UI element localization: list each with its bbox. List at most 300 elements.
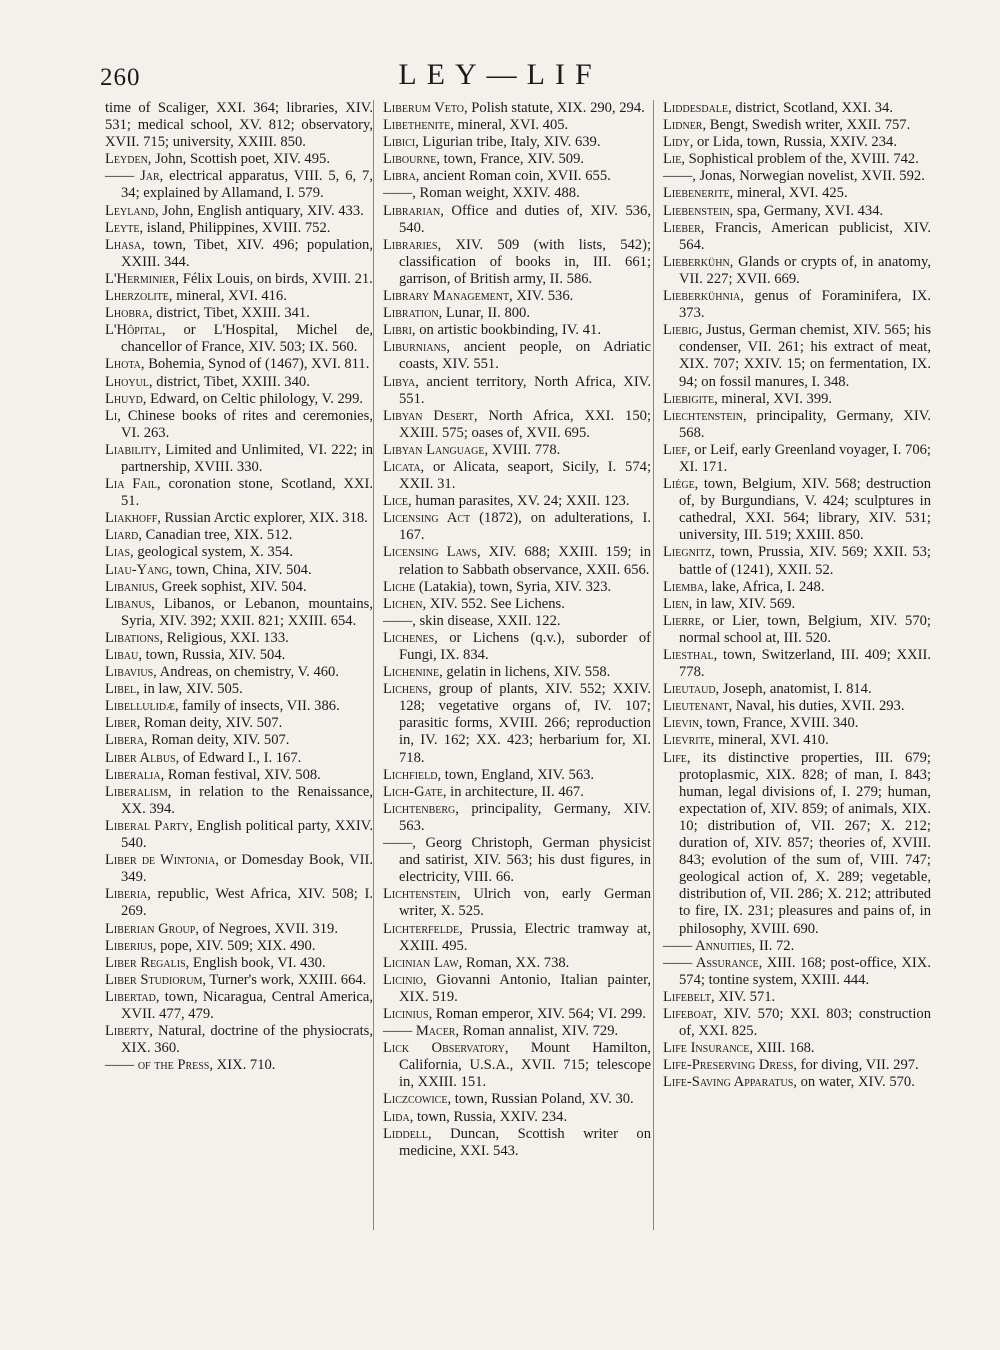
index-entry — [105, 852, 373, 886]
entry-headword: Library Management, — [383, 288, 513, 305]
index-entry — [383, 442, 651, 459]
entry-headword: Lien, — [663, 595, 693, 612]
entry-headword: Libera, — [105, 732, 148, 749]
entry-text: or Lida, town, Russia, XXIV. 234. — [693, 134, 897, 151]
entry-headword: Liemba, — [663, 578, 708, 595]
entry-headword: Liber Regalis, — [105, 954, 190, 971]
entry-headword: Liau-Yang, — [105, 561, 173, 578]
index-entry — [105, 647, 373, 664]
entry-headword: Liebenstein, — [663, 202, 734, 219]
entry-headword: Libau, — [105, 647, 143, 663]
entry-text: Félix Louis, on birds, XVIII. 21. — [179, 270, 373, 287]
index-entry — [105, 288, 373, 305]
index-entry — [383, 203, 651, 237]
entry-text: Roman deity, XIV. 507. — [147, 732, 290, 749]
entry-text: Roman festival, XIV. 508. — [164, 766, 321, 783]
entry-text: North Africa, XXI. 150; XXIII. 575; oases of, XVII. 695. — [399, 407, 651, 441]
index-entry — [663, 151, 931, 168]
entry-text: island, Philippines, XVIII. 752. — [143, 219, 331, 236]
entry-headword: Lievrite, — [663, 732, 715, 749]
entry-text: Canadian tree, XIX. 512. — [142, 527, 293, 544]
entry-text: XIV. 552. See Lichens. — [426, 595, 565, 612]
entry-text: town, France, XVIII. 340. — [702, 715, 859, 732]
index-entry — [663, 203, 931, 220]
index-entry — [383, 955, 651, 972]
entry-headword: Lichtenstein, — [383, 886, 461, 903]
entry-text: its distinctive properties, III. 679; protoplasmic, XIX. 828; of man, I. 843; human, legal divisions of, I. 279; human, expectation of, XIV. 859; of animals, XIX. 10; distribution of, VII. 267; X. 212; duration of, XIV. 857; theories of, XVIII. 843; evolution of the sum of, VIII. 747; geological action of, X. 289; vegetable, distribution of, VII. 286; X. 212; attributed to fire, IX. 231; pleasures and pains of, in philosophy, XVIII. 690. — [679, 749, 931, 937]
entry-headword: Liberal Party, — [105, 817, 193, 834]
entry-headword: Liberia, — [105, 886, 151, 903]
entry-headword: Lidy, — [663, 134, 694, 151]
index-entry — [105, 818, 373, 852]
entry-text: republic, West Africa, XIV. 508; I. 269. — [121, 886, 373, 920]
entry-text: Sophistical problem of the, XVIII. 742. — [685, 151, 919, 168]
entry-text: Polish statute, XIX. 290, 294. — [467, 100, 645, 116]
entry-headword: Liber de Wintonia, — [105, 852, 219, 869]
entry-headword: Liburnians, — [383, 339, 451, 356]
entry-headword: Libanius, — [105, 578, 159, 595]
index-entry — [383, 801, 651, 835]
entry-headword: Liebenerite, — [663, 185, 734, 202]
index-entry — [663, 955, 931, 989]
entry-headword: ——, — [383, 835, 416, 852]
entry-headword: —— Assurance, — [663, 954, 763, 971]
index-entry — [663, 613, 931, 647]
entry-headword: Lichfield, — [383, 766, 442, 783]
index-entry — [383, 185, 651, 202]
entry-headword: Leyden, — [105, 151, 152, 168]
index-entry — [105, 886, 373, 920]
index-column-3 — [663, 100, 931, 1091]
entry-text: Glands or crypts of, in anatomy, VII. 227; XVII. 669. — [679, 253, 931, 287]
index-entry — [383, 544, 651, 578]
entry-text: Bengt, Swedish writer, XXII. 757. — [706, 117, 911, 134]
index-entry — [383, 117, 651, 134]
entry-text: or Domesday Book, VII. 349. — [121, 852, 373, 886]
index-entry — [663, 442, 931, 476]
entry-headword: Liability, — [105, 441, 161, 458]
entry-headword: L'Hôpital, — [105, 322, 166, 339]
entry-text: geological system, X. 354. — [133, 544, 293, 561]
entry-text: in law, XIV. 505. — [139, 681, 243, 698]
entry-headword: Licata, — [383, 458, 425, 475]
entry-headword: Lichens, — [383, 681, 432, 698]
entry-text: town, Tibet, XIV. 496; population, XXIII. 344. — [121, 236, 373, 270]
entry-headword: —— Annuities, — [663, 937, 756, 954]
index-entry — [383, 630, 651, 664]
entry-headword: Liegnitz, — [663, 544, 715, 561]
entry-headword: Licensing Act — [383, 510, 471, 527]
entry-text: Roman deity, XIV. 507. — [140, 715, 283, 732]
index-entry — [663, 596, 931, 613]
index-entry — [105, 750, 373, 767]
entry-headword: Librarian, — [383, 202, 444, 219]
index-entry — [105, 664, 373, 681]
index-entry — [663, 750, 931, 938]
entry-text: Religious, XXI. 133. — [163, 629, 289, 646]
entry-headword: Lieberkühnia, — [663, 288, 744, 305]
entry-headword: Lieberkühn, — [663, 253, 734, 270]
index-entry — [383, 1126, 651, 1160]
index-entry — [105, 698, 373, 715]
entry-headword: Life-Saving Apparatus, — [663, 1074, 797, 1091]
entry-headword: Lifebelt, — [663, 988, 715, 1005]
entry-text: electrical apparatus, VIII. 5, 6, 7, 34; explained by Allamand, I. 579. — [121, 168, 373, 202]
entry-text: XIV. 688; XXIII. 159; in relation to Sabbath observance, XXII. 656. — [399, 544, 651, 578]
entry-headword: Lich-Gate, — [383, 783, 447, 800]
entry-text: English political party, XXIV. 540. — [121, 817, 373, 852]
entry-headword: Libel, — [105, 681, 140, 698]
entry-headword: Leyte, — [105, 219, 144, 236]
index-entry — [383, 134, 651, 151]
entry-headword: —— of the Press, — [105, 1057, 214, 1074]
entry-headword: Libration, — [383, 305, 443, 322]
entry-text: Giovanni Antonio, Italian painter, XIX. 519. — [399, 971, 651, 1005]
entry-text: on artistic bookbinding, IV. 41. — [415, 322, 601, 339]
entry-text: Lunar, II. 800. — [442, 305, 530, 322]
entry-headword: Libethenite, — [383, 117, 454, 134]
index-entry — [383, 1091, 651, 1108]
entry-text: group of plants, XIV. 552; XXIV. 128; vegetative organs of, IV. 107; parasitic forms, XVIII. 266; reproduction in, IV. 162; XX. 423; herbarium for, XI. 718. — [399, 681, 651, 766]
index-entry — [105, 408, 373, 442]
entry-text: Roman weight, XXIV. 488. — [415, 185, 580, 202]
entry-text: Office and duties of, XIV. 536, 540. — [399, 202, 651, 236]
entry-text: mineral, XVI. 405. — [453, 117, 569, 134]
entry-text: XIV. 536. — [512, 288, 574, 305]
index-entry — [105, 203, 373, 220]
entry-text: Mount Hamilton, California, U.S.A., XVII. 715; telescope in, XXIII. 151. — [399, 1040, 651, 1091]
index-entry — [105, 784, 373, 818]
entry-text: town, Switzerland, III. 409; XXII. 778. — [679, 647, 931, 681]
entry-text: Ligurian tribe, Italy, XIV. 639. — [418, 134, 601, 151]
entry-text: town, Russia, XIV. 504. — [142, 647, 286, 663]
entry-text: Libanos, or Lebanon, mountains, Syria, XIV. 392; XXII. 821; XXIII. 654. — [121, 595, 373, 629]
index-entry — [663, 220, 931, 254]
index-entry — [663, 476, 931, 544]
index-entry — [105, 322, 373, 356]
index-entry — [383, 1109, 651, 1126]
index-entry — [383, 339, 651, 373]
entry-text: Andreas, on chemistry, V. 460. — [156, 664, 339, 681]
entry-headword: Lieutenant, — [663, 698, 733, 715]
entry-text: town, Belgium, XIV. 568; destruction of, by Burgundians, V. 424; sculptures in cathedral, XXI. 564; library, XIV. 531; university, III. 519; XXIII. 850. — [679, 476, 931, 544]
index-entry — [383, 681, 651, 766]
entry-headword: Liczcowice, — [383, 1091, 452, 1108]
index-entry — [105, 220, 373, 237]
entry-text: Roman annalist, XIV. 729. — [459, 1023, 619, 1040]
entry-text: Francis, American publicist, XIV. 564. — [679, 219, 931, 253]
entry-text: Chinese books of rites and ceremonies, VI. 263. — [120, 407, 373, 441]
index-entry — [105, 579, 373, 596]
entry-text: John, Scottish poet, XIV. 495. — [151, 151, 330, 168]
entry-headword: Lick Observatory, — [383, 1040, 509, 1057]
entry-text: Roman, XX. 738. — [462, 954, 570, 971]
entry-text: ancient people, on Adriatic coasts, XIV. 551. — [399, 339, 651, 373]
entry-text: Russian Arctic explorer, XIX. 318. — [160, 510, 368, 527]
index-entry — [383, 613, 651, 630]
index-entry — [663, 938, 931, 955]
entry-text: skin disease, XXII. 122. — [415, 612, 561, 629]
index-entry — [383, 784, 651, 801]
entry-text: pope, XIV. 509; XIX. 490. — [156, 937, 316, 954]
entry-text: spa, Germany, XVI. 434. — [733, 202, 884, 219]
entry-headword: Lhuyd, — [105, 390, 147, 407]
index-entry — [663, 288, 931, 322]
entry-headword: Liberty, — [105, 1023, 154, 1040]
entry-headword: Liber Albus, — [105, 749, 180, 766]
entry-headword: Liber Studiorum, — [105, 971, 206, 988]
index-entry — [663, 1074, 931, 1091]
index-entry — [663, 322, 931, 390]
page-number: 260 — [100, 64, 141, 91]
index-entry — [383, 322, 651, 339]
index-entry — [105, 100, 373, 151]
entry-text: for diving, VII. 297. — [796, 1057, 919, 1074]
entry-headword: Liddell, — [383, 1125, 432, 1142]
entry-headword: Libici, — [383, 134, 419, 151]
entry-headword: Libra, — [383, 168, 420, 185]
entry-text: town, France, XIV. 509. — [440, 151, 585, 168]
entry-headword: Libourne, — [383, 151, 441, 168]
entry-text: family of insects, VII. 386. — [178, 698, 340, 715]
entry-text: Jonas, Norwegian novelist, XVII. 592. — [695, 168, 925, 185]
index-entry — [105, 562, 373, 579]
index-entry — [105, 732, 373, 749]
entry-text: town, Russia, XXIV. 234. — [413, 1108, 568, 1125]
index-entry — [105, 374, 373, 391]
entry-headword: Lichenes, — [383, 629, 438, 646]
entry-headword: Liakhoff, — [105, 510, 161, 527]
index-entry — [105, 168, 373, 202]
entry-text: town, England, XIV. 563. — [441, 766, 595, 783]
entry-text: district, Tibet, XXIII. 340. — [152, 373, 310, 390]
entry-headword: Leyland, — [105, 202, 159, 219]
entry-text: XIV. 570; XXI. 803; construction of, XXI. 825. — [679, 1005, 931, 1040]
entry-text: Georg Christoph, German physicist and satirist, XIV. 563; his dust figures, in electricity, VIII. 66. — [399, 835, 651, 886]
entry-text: or Leif, early Greenland voyager, I. 706; XI. 171. — [679, 441, 931, 475]
index-column-1 — [105, 100, 373, 1074]
entry-text: district, Scotland, XXI. 34. — [731, 100, 893, 116]
entry-headword: Liberius, — [105, 937, 157, 954]
index-entry — [383, 579, 651, 596]
entry-headword: Liber, — [105, 715, 141, 732]
entry-headword: Liberalism, — [105, 783, 172, 800]
entry-text: Joseph, anatomist, I. 814. — [719, 681, 872, 698]
entry-headword: Libavius, — [105, 664, 157, 681]
entry-text: principality, Germany, XIV. 568. — [679, 407, 931, 441]
entry-text: (1872), on adulterations, I. 167. — [399, 510, 651, 544]
entry-text: time of Scaliger, XXI. 364; libraries, XIV. 531; medical school, XV. 812; observatory, XVII. 715; university, XXIII. 850. — [105, 100, 373, 151]
entry-text: (Latakia), town, Syria, XIV. 323. — [415, 578, 612, 595]
entry-text: mineral, XVI. 410. — [714, 732, 829, 749]
index-entry — [383, 151, 651, 168]
index-entry — [105, 271, 373, 288]
entry-headword: Libertad, — [105, 988, 160, 1005]
index-entry — [663, 715, 931, 732]
entry-text: genus of Foraminifera, IX. 373. — [679, 288, 931, 322]
entry-text: mineral, XVI. 399. — [717, 390, 833, 407]
entry-headword: Liége, — [663, 476, 699, 493]
entry-headword: Liard, — [105, 527, 143, 544]
entry-text: or Alicata, seaport, Sicily, I. 574; XXII. 31. — [399, 458, 651, 493]
index-entry — [383, 510, 651, 544]
index-entry — [105, 476, 373, 510]
entry-text: mineral, XVI. 416. — [172, 288, 287, 305]
entry-text: gelatin in lichens, XIV. 558. — [442, 664, 611, 681]
entry-headword: L'Herminier, — [105, 270, 180, 287]
entry-headword: Liberian Group, — [105, 920, 199, 937]
entry-text: of Edward I., I. 167. — [179, 749, 302, 766]
index-entry — [663, 1006, 931, 1040]
entry-text: ancient Roman coin, XVII. 655. — [419, 168, 611, 185]
index-entry — [383, 1006, 651, 1023]
entry-text: XIV. 509 (with lists, 542); classification of books in, III. 661; garrison, of British army, II. 586. — [399, 236, 651, 287]
entry-headword: Lhota, — [105, 356, 145, 373]
entry-headword: Liberum Veto, — [383, 100, 468, 116]
index-entry — [663, 117, 931, 134]
index-entry — [383, 459, 651, 493]
entry-text: town, Prussia, XIV. 569; XXII. 53; battle of (1241), XXII. 52. — [679, 544, 931, 578]
index-entry — [663, 732, 931, 749]
entry-text: Natural, doctrine of the physiocrats, XIX. 360. — [121, 1023, 373, 1057]
index-entry — [663, 100, 931, 117]
index-entry — [383, 374, 651, 408]
index-entry — [663, 579, 931, 596]
entry-headword: Licinian Law, — [383, 954, 463, 971]
index-entry — [383, 767, 651, 784]
entry-headword: Lherzolite, — [105, 288, 173, 305]
index-entry — [105, 305, 373, 322]
entry-headword: Lie, — [663, 151, 686, 168]
entry-headword: Life Insurance, — [663, 1040, 753, 1057]
index-entry — [105, 356, 373, 373]
entry-headword: Lhobra, — [105, 305, 153, 322]
entry-headword: Lichen, — [383, 595, 427, 612]
entry-text: town, China, XIV. 504. — [172, 561, 312, 578]
index-entry — [105, 237, 373, 271]
index-entry — [383, 596, 651, 613]
entry-text: in architecture, II. 467. — [446, 783, 584, 800]
entry-headword: Lhoyul, — [105, 373, 153, 390]
column-rule — [373, 100, 374, 1230]
entry-text: XIII. 168; post-office, XIX. 574; tontine system, XXIII. 444. — [679, 954, 931, 988]
entry-headword: Lhasa, — [105, 236, 145, 253]
entry-headword: ——, — [383, 185, 416, 202]
entry-headword: Liberalia, — [105, 766, 165, 783]
entry-text: in relation to the Renaissance, XX. 394. — [121, 783, 373, 817]
index-entry — [383, 664, 651, 681]
entry-headword: Libri, — [383, 322, 416, 339]
entry-headword: Liebig, — [663, 322, 703, 339]
index-entry — [383, 921, 651, 955]
entry-text: town, Nicaragua, Central America, XVII. 477, 479. — [121, 988, 373, 1022]
entry-text: town, Russian Poland, XV. 30. — [451, 1091, 634, 1108]
entry-headword: Libyan Desert, — [383, 407, 478, 424]
index-entry — [383, 886, 651, 920]
entry-text: human parasites, XV. 24; XXII. 123. — [411, 493, 630, 510]
entry-headword: Libations, — [105, 629, 164, 646]
index-entry — [383, 493, 651, 510]
entry-text: or L'Hospital, Michel de, chancellor of France, XIV. 503; IX. 560. — [121, 322, 373, 356]
index-entry — [105, 442, 373, 476]
entry-text: Bohemia, Synod of (1467), XVI. 811. — [144, 356, 370, 373]
entry-text: XIV. 571. — [714, 988, 776, 1005]
entry-headword: Lichenine, — [383, 664, 443, 681]
entry-headword: Licinius, — [383, 1005, 433, 1022]
entry-text: lake, Africa, I. 248. — [707, 578, 825, 595]
index-entry — [105, 391, 373, 408]
entry-headword: Li, — [105, 407, 121, 424]
entry-headword: Lida, — [383, 1108, 414, 1125]
entry-text: Prussia, Electric tramway at, XXIII. 495. — [399, 920, 651, 954]
entry-headword: Lierre, — [663, 612, 705, 629]
index-entry — [105, 596, 373, 630]
entry-headword: Life-Preserving Dress, — [663, 1057, 797, 1074]
index-entry — [383, 305, 651, 322]
index-entry — [663, 544, 931, 578]
index-entry — [105, 510, 373, 527]
entry-headword: Lichtenberg, — [383, 800, 459, 817]
index-entry — [105, 921, 373, 938]
index-entry — [105, 151, 373, 168]
entry-text: on water, XIV. 570. — [796, 1074, 915, 1091]
entry-text: II. 72. — [755, 937, 795, 954]
entry-headword: Lichterfelde, — [383, 920, 463, 937]
index-column-2 — [383, 100, 651, 1160]
index-entry — [105, 1023, 373, 1057]
index-entry — [105, 681, 373, 698]
index-entry — [663, 168, 931, 185]
index-entry — [663, 134, 931, 151]
index-entry — [663, 681, 931, 698]
index-entry — [105, 989, 373, 1023]
index-entry — [383, 100, 651, 117]
entry-text: mineral, XVI. 425. — [733, 185, 848, 202]
running-head: LEY—LIF — [398, 58, 602, 91]
entry-headword: Lifeboat, — [663, 1005, 717, 1022]
entry-headword: Lice, — [383, 493, 412, 510]
entry-headword: Liechtenstein, — [663, 407, 747, 424]
index-entry — [105, 1057, 373, 1074]
index-entry — [663, 185, 931, 202]
entry-text: of Negroes, XVII. 319. — [198, 920, 338, 937]
index-entry — [105, 938, 373, 955]
index-entry — [105, 527, 373, 544]
entry-headword: —— Macer, — [383, 1023, 460, 1040]
entry-headword: Libraries, — [383, 236, 442, 253]
entry-headword: ——, — [383, 612, 416, 629]
index-entry — [383, 835, 651, 886]
index-entry — [383, 1023, 651, 1040]
entry-headword: Lieutaud, — [663, 681, 720, 698]
entry-text: principality, Germany, XIV. 563. — [399, 800, 651, 834]
column-rule — [653, 100, 654, 1230]
index-entry — [383, 972, 651, 1006]
entry-headword: Licensing Laws, — [383, 544, 481, 561]
entry-headword: ——, — [663, 168, 696, 185]
entry-text: in law, XIV. 569. — [692, 595, 796, 612]
entry-headword: Liche — [383, 578, 416, 595]
entry-text: Roman emperor, XIV. 564; VI. 299. — [432, 1005, 646, 1022]
index-entry — [663, 1040, 931, 1057]
entry-headword: Lia Fail, — [105, 476, 161, 493]
index-entry — [105, 955, 373, 972]
entry-text: coronation stone, Scotland, XXI. 51. — [121, 476, 373, 510]
entry-text: Limited and Unlimited, VI. 222; in partnership, XVIII. 330. — [121, 441, 373, 475]
index-entry — [105, 767, 373, 784]
entry-headword: —— Jar, — [105, 168, 164, 185]
index-entry — [105, 972, 373, 989]
